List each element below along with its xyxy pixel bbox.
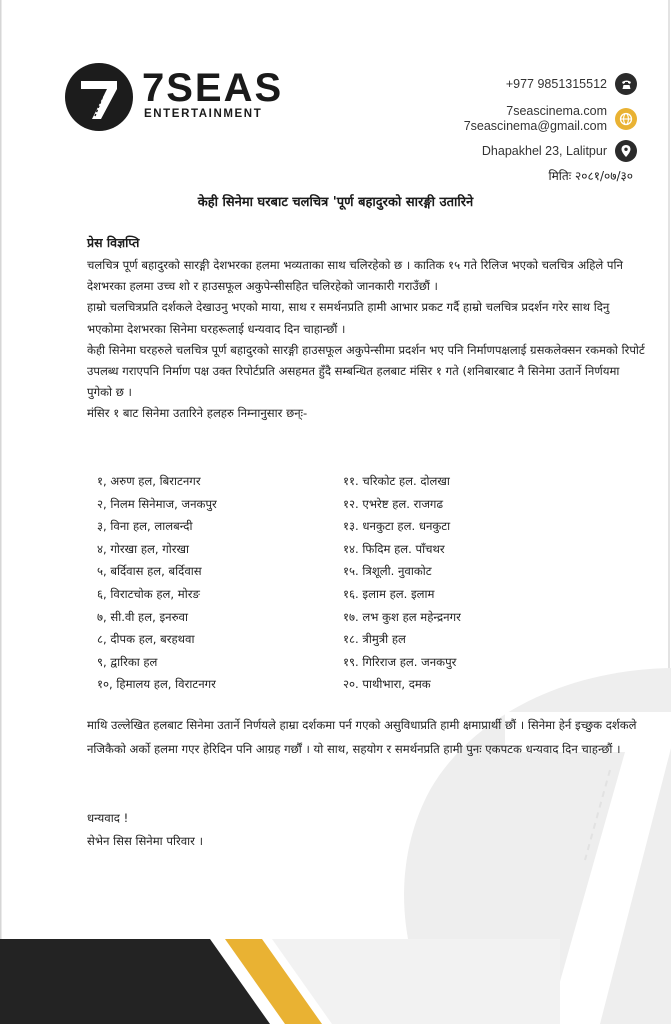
list-item: १३. धनकुटा हल. धनकुटा [343, 519, 451, 534]
list-item: ९, द्वारिका हल [97, 654, 158, 669]
location-pin-icon [615, 140, 637, 162]
list-item: २, निलम सिनेमाज, जनकपुर [97, 496, 217, 511]
body-paragraphs [87, 255, 647, 425]
list-item: ११. चरिकोट हल. दोलखा [343, 474, 450, 488]
document-date: मितिः २०८१/०७/३० [548, 169, 633, 183]
footer-band [0, 939, 671, 1024]
list-item: १८. त्रीमुत्री हल [343, 632, 406, 647]
phone-icon [615, 73, 637, 95]
logo-tagline: ENTERTAINMENT [144, 108, 263, 120]
company-logo [64, 62, 324, 138]
signature-text: सेभेन सिस सिनेमा परिवार । [87, 834, 203, 848]
website-link[interactable]: 7seascinema.com [506, 104, 607, 118]
address-text: Dhapakhel 23, Lalitpur [481, 143, 607, 158]
list-item: १४. फिदिम हल. पाँचथर [343, 541, 445, 556]
address-row [482, 140, 637, 162]
press-release-heading: प्रेस विज्ञप्ति [87, 235, 140, 250]
list-item: ६, विराटचोक हल, मोरङ [97, 586, 200, 601]
paragraph: माथि उल्लेखित हलबाट सिनेमा उतार्ने निर्णयले हाम्रा दर्शकमा पर्न गएको असुविधाप्रति हामी क्षमाप्रार्थी छौं । सिनेमा हेर्न इच्छुक दर्शकले नजिकैको अर्को हलमा गएर हेरिदिन पनि आग्रह गर्छौं । यो साथ, सहयोग र समर्थनप्रति हामी पुनः एकपटक धन्यवाद दिन चाहन्छौं । [87, 718, 637, 756]
thanks-text: धन्यवाद ! [87, 811, 129, 825]
closing-paragraph [87, 713, 647, 761]
list-item: १७. लभ कुश हल महेन्द्रनगर [343, 609, 461, 624]
list-item: १६. इलाम हल. इलाम [343, 586, 435, 601]
venue-list-right [343, 470, 461, 696]
list-item: १, अरुण हल, बिराटनगर [97, 474, 201, 488]
paragraph: हाम्रो चलचित्रप्रति दर्शकले देखाउनु भएको माया, साथ र समर्थनप्रति हामी आभार प्रकट गर्दै हाम्रो चलचित्र प्रदर्शन गरेर साथ दिनु भएकोमा देशभरका सिनेमा घरहरूलाई धन्यवाद दिन चाहान्छौं । [87, 300, 610, 336]
paragraph: मंसिर १ बाट सिनेमा उतारिने हलहरु निम्नानुसार छन्ः- [87, 406, 308, 421]
list-item: ३, विना हल, लालबन्दी [97, 519, 193, 534]
list-item: ७, सी.वी हल, इनरुवा [97, 609, 188, 624]
sign-off [87, 807, 203, 853]
paragraph: चलचित्र पूर्ण बहादुरको सारङ्गी देशभरका हलमा भव्यताका साथ चलिरहेको छ । कातिक १५ गते रिलिज भएको चलचित्र अहिले पनि देशभरका हलमा उच्च शो र हाउसफूल अकुपेन्सीसहित चलिरहेको जानकारी गराउँछौं । [87, 258, 623, 294]
web-row [464, 104, 637, 134]
venue-list-left [97, 470, 217, 696]
list-item: १५. त्रिशूली. नुवाकोट [343, 564, 432, 579]
email-link[interactable]: 7seascinema@gmail.com [463, 119, 607, 133]
list-item: २०. पाथीभारा, दमक [343, 677, 431, 692]
list-item: १०, हिमालय हल, विराटनगर [97, 677, 216, 692]
globe-icon [615, 108, 637, 130]
list-item: ५, बर्दिवास हल, बर्दिवास [97, 564, 202, 579]
list-item: ८, दीपक हल, बरहथवा [97, 632, 195, 647]
phone-row [506, 73, 637, 95]
document-title: केही सिनेमा घरबाट चलचित्र 'पूर्ण बहादुरको सारङ्गी उतारिने [197, 195, 474, 210]
paragraph: केही सिनेमा घरहरुले चलचित्र पूर्ण बहादुरको सारङ्गी हाउसफूल अकुपेन्सीमा प्रदर्शन भए पनि निर्माणपक्षलाई ग्रसकलेक्सन रकमको रिपोर्ट उपलब्ध गराएपनि निर्माण पक्ष उक्त रिपोर्टप्रति असहमत हुँदै सम्बन्धित हलबाट मंसिर १ गते (शनिबारबाट नै सिनेमा उतार्ने निर्णयमा पुगेको छ । [87, 342, 645, 400]
list-item: १२. एभरेष्ट हल. राजगढ [343, 496, 443, 511]
seven-logo-icon [64, 62, 134, 132]
list-item: १९. गिरिराज हल. जनकपुर [343, 654, 457, 669]
list-item: ४, गोरखा हल, गोरखा [97, 541, 189, 556]
phone-number: +977 9851315512 [505, 76, 607, 91]
logo-wordmark: 7SEAS [142, 66, 284, 110]
